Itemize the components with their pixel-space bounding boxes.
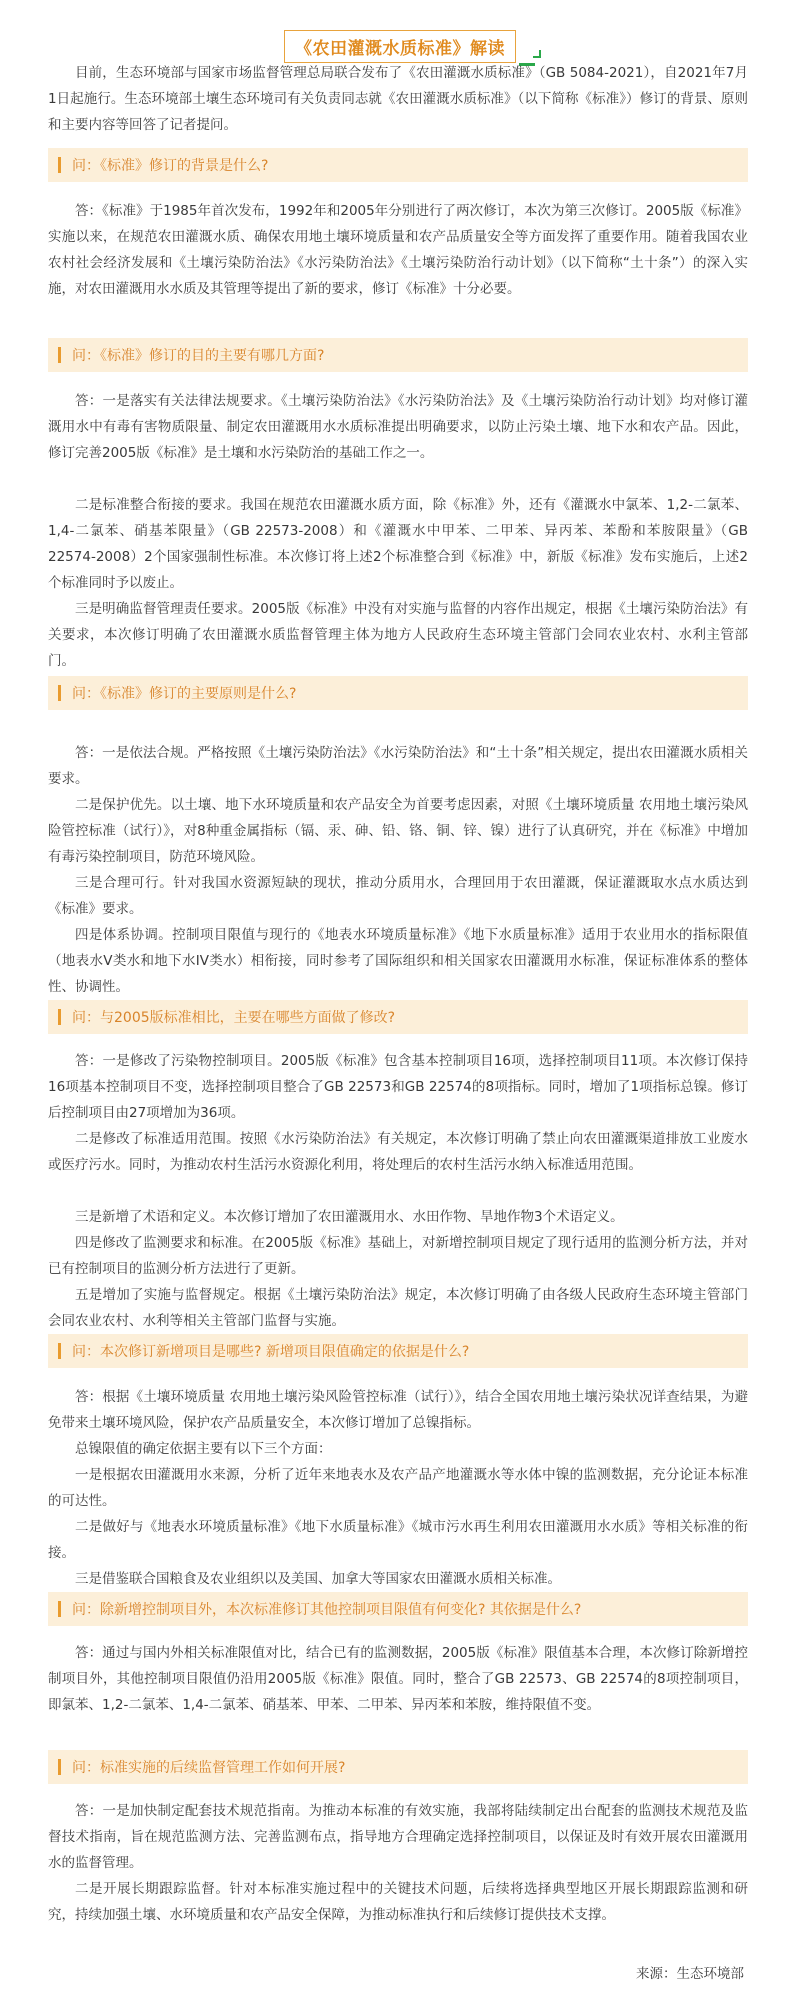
question-text: 问：除新增控制项目外，本次标准修订其他控制项目限值有何变化? 其依据是什么?	[72, 1602, 582, 1618]
answer-4-para-2: 二是修改了标准适用范围。按照《水污染防治法》有关规定，本次修订明确了禁止向农田灌溉渠道排放工业废水或医疗污水。同时，为推动农村生活污水资源化利用，将处理后的农村生活污水纳入标准适用范围。	[48, 1131, 748, 1173]
question-3	[48, 676, 748, 710]
answer-6: 答：通过与国内外相关标准限值对比，结合已有的监测数据，2005版《标准》限值基本合理，本次修订除新增控制项目外，其他控制项目限值仍沿用2005版《标准》限值。同时，整合了GB 22573、GB 22574的8项控制项目，即氯苯、1,2-二氯苯、1,4-二氯苯、硝基苯、甲苯、二甲苯、异丙苯和苯胺，维持限值不变。	[48, 1645, 748, 1713]
answer-3-para-3: 三是合理可行。针对我国水资源短缺的现状，推动分质用水，合理回用于农田灌溉，保证灌溉取水点水质达到《标准》要求。	[48, 875, 748, 917]
question-marker	[58, 1009, 61, 1025]
answer-3-para-4: 四是体系协调。控制项目限值与现行的《地表水环境质量标准》《地下水质量标准》适用于农业用水的指标限值（地表水V类水和地下水IV类水）相衔接，同时参考了国际组织和相关国家农田灌溉用水标准，保证标准体系的整体性、协调性。	[48, 927, 748, 995]
answer-4-para-5: 五是增加了实施与监督规定。根据《土壤污染防治法》规定，本次修订明确了由各级人民政府生态环境主管部门会同农业农村、水利等相关主管部门监督与实施。	[48, 1287, 748, 1329]
question-text: 问：《标准》修订的主要原则是什么?	[72, 686, 297, 702]
question-marker	[58, 685, 61, 701]
question-1	[48, 148, 748, 182]
question-7	[48, 1750, 748, 1784]
answer-5-para-1: 答：根据《土壤环境质量 农用地土壤污染风险管控标准（试行）》，结合全国农用地土壤污染状况详查结果，为避免带来土壤环境风险，保护农产品质量安全，本次修订增加了总镍指标。	[48, 1389, 748, 1431]
answer-7-para-2: 二是开展长期跟踪监督。针对本标准实施过程中的关键技术问题，后续将选择典型地区开展长期跟踪监测和研究，持续加强土壤、水环境质量和农产品安全保障，为推动标准执行和后续修订提供技术支撑。	[48, 1881, 748, 1923]
question-text: 问：与2005版标准相比，主要在哪些方面做了修改?	[72, 1010, 396, 1026]
question-marker	[58, 1601, 61, 1617]
source-credit: 来源：生态环境部	[636, 1966, 744, 1982]
answer-5-para-2: 总镍限值的确定依据主要有以下三个方面：	[75, 1441, 332, 1457]
question-text: 问：《标准》修订的目的主要有哪几方面?	[72, 348, 325, 364]
answer-3-para-2: 二是保护优先。以土壤、地下水环境质量和农产品安全为首要考虑因素，对照《土壤环境质量 农用地土壤污染风险管控标准（试行）》，对8种重金属指标（镉、汞、砷、铅、铬、铜、锌、镍）进行了认真研究，并在《标准》中增加有毒污染控制项目，防范环境风险。	[48, 797, 748, 865]
answer-2-para-3: 三是明确监督管理责任要求。2005版《标准》中没有对实施与监督的内容作出规定，根据《土壤污染防治法》有关要求，本次修订明确了农田灌溉水质监督管理主体为地方人民政府生态环境主管部门会同农业农村、水利主管部门。	[48, 601, 748, 669]
question-marker	[58, 1759, 61, 1775]
question-text: 问：本次修订新增项目是哪些? 新增项目限值确定的依据是什么?	[72, 1344, 470, 1360]
answer-1: 答：《标准》于1985年首次发布，1992年和2005年分别进行了两次修订，本次为第三次修订。2005版《标准》实施以来，在规范农田灌溉水质、确保农用地土壤环境质量和农产品质量安全等方面发挥了重要作用。随着我国农业农村社会经济发展和《土壤污染防治法》《水污染防治法》《土壤污染防治行动计划》（以下简称“土十条”）的深入实施，对农田灌溉用水水质及其管理等提出了新的要求，修订《标准》十分必要。	[48, 203, 748, 297]
question-text: 问：《标准》修订的背景是什么?	[72, 158, 269, 174]
answer-5-para-3: 一是根据农田灌溉用水来源，分析了近年来地表水及农产品产地灌溉水等水体中镍的监测数据，充分论证本标准的可达性。	[48, 1467, 748, 1509]
question-marker	[58, 1343, 61, 1359]
title-decoration-corner	[533, 50, 541, 58]
article-title	[284, 30, 516, 63]
question-5	[48, 1334, 748, 1368]
question-text: 问：标准实施的后续监督管理工作如何开展?	[72, 1760, 346, 1776]
question-2	[48, 338, 748, 372]
answer-2-para-2: 二是标准整合衔接的要求。我国在规范农田灌溉水质方面，除《标准》外，还有《灌溉水中氯苯、1,2-二氯苯、1,4-二氯苯、硝基苯限量》（GB 22573-2008）和《灌溉水中甲苯、二甲苯、异丙苯、苯酚和苯胺限量》（GB 22574-2008）2个国家强制性标准。本次修订将上述2个标准整合到《标准》中，新版《标准》发布实施后，上述2个标准同时予以废止。	[48, 497, 748, 591]
answer-2-para-1: 答：一是落实有关法律法规要求。《土壤污染防治法》《水污染防治法》及《土壤污染防治行动计划》均对修订灌溉用水中有毒有害物质限量、制定农田灌溉用水水质标准提出明确要求，以防止污染土壤、地下水和农产品。因此，修订完善2005版《标准》是土壤和水污染防治的基础工作之一。	[48, 393, 748, 461]
question-6	[48, 1592, 748, 1626]
question-marker	[58, 157, 61, 173]
answer-5-para-4: 二是做好与《地表水环境质量标准》《地下水质量标准》《城市污水再生利用农田灌溉用水水质》等相关标准的衔接。	[48, 1519, 748, 1561]
answer-4-para-4: 四是修改了监测要求和标准。在2005版《标准》基础上，对新增控制项目规定了现行适用的监测分析方法，并对已有控制项目的监测分析方法进行了更新。	[48, 1235, 748, 1277]
answer-5-para-5: 三是借鉴联合国粮食及农业组织以及美国、加拿大等国家农田灌溉水质相关标准。	[75, 1571, 561, 1587]
answer-4-para-1: 答：一是修改了污染物控制项目。2005版《标准》包含基本控制项目16项，选择控制项目11项。本次修订保持16项基本控制项目不变，选择控制项目整合了GB 22573和GB 22574的8项指标。同时，增加了1项指标总镍。修订后控制项目由27项增加为36项。	[48, 1053, 748, 1121]
question-4	[48, 1000, 748, 1034]
answer-3-para-1: 答：一是依法合规。严格按照《土壤污染防治法》《水污染防治法》和“土十条”相关规定，提出农田灌溉水质相关要求。	[48, 745, 748, 787]
answer-4-para-3: 三是新增了术语和定义。本次修订增加了农田灌溉用水、水田作物、旱地作物3个术语定义。	[75, 1209, 624, 1225]
title-area	[0, 30, 800, 63]
answer-7-para-1: 答：一是加快制定配套技术规范指南。为推动本标准的有效实施，我部将陆续制定出台配套的监测技术规范及监督技术指南，旨在规范监测方法、完善监测布点，指导地方合理确定选择控制项目，以保证及时有效开展农田灌溉用水的监督管理。	[48, 1803, 748, 1871]
article-title-text: 《农田灌溉水质标准》解读	[295, 39, 505, 59]
intro-paragraph: 目前，生态环境部与国家市场监督管理总局联合发布了《农田灌溉水质标准》（GB 5084-2021），自2021年7月1日起施行。生态环境部土壤生态环境司有关负责同志就《农田灌溉水质标准》（以下简称《标准》）修订的背景、原则和主要内容等回答了记者提问。	[48, 65, 748, 133]
question-marker	[58, 347, 61, 363]
